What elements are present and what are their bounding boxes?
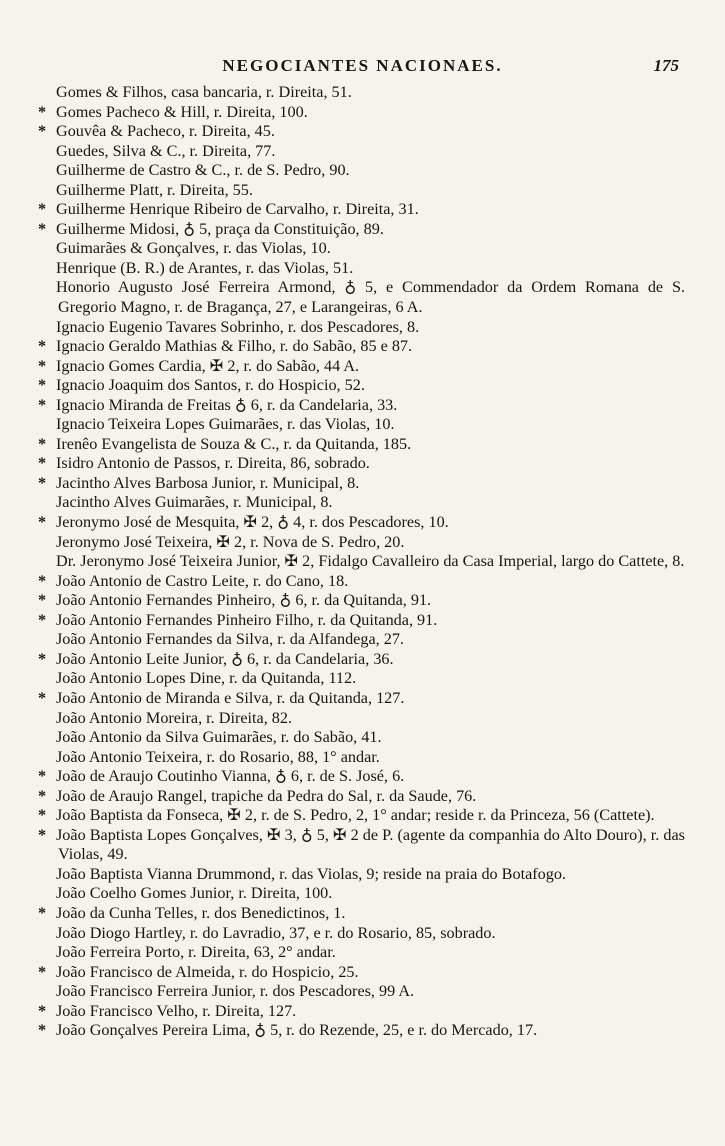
entry-text: Jeronymo José Teixeira, ✠ 2, r. Nova de S. Pedro, 20. bbox=[56, 532, 405, 551]
list-item bbox=[38, 748, 685, 768]
entry-marker: * bbox=[38, 200, 47, 219]
entry-text: João Antonio Lopes Dine, r. da Quitanda, 112. bbox=[56, 669, 357, 688]
entry-text: Irenêo Evangelista de Souza & C., r. da Quitanda, 185. bbox=[56, 434, 412, 453]
list-item bbox=[38, 552, 685, 572]
entry-marker: * bbox=[38, 649, 47, 668]
list-item bbox=[38, 220, 685, 240]
entry-marker: * bbox=[38, 337, 47, 356]
entry-text: João Baptista Vianna Drummond, r. das Violas, 9; reside na praia do Botafogo. bbox=[56, 864, 566, 883]
list-item bbox=[38, 728, 685, 748]
list-item bbox=[38, 278, 685, 317]
list-item bbox=[38, 669, 685, 689]
entry-text: Guilherme de Castro & C., r. de S. Pedro, 90. bbox=[56, 161, 350, 180]
entry-text: Dr. Jeronymo José Teixeira Junior, ✠ 2, Fidalgo Cavalleiro da Casa Imperial, largo do Cattete, 8. bbox=[56, 552, 685, 571]
entry-text: Isidro Antonio de Passos, r. Direita, 86, sobrado. bbox=[56, 454, 370, 473]
list-item bbox=[38, 924, 685, 944]
entry-marker: * bbox=[38, 767, 47, 786]
entry-text: João Gonçalves Pereira Lima, ♁ 5, r. do Rezende, 25, e r. do Mercado, 17. bbox=[56, 1021, 538, 1040]
list-item bbox=[38, 572, 685, 592]
entry-text: Jacintho Alves Guimarães, r. Municipal, 8. bbox=[56, 493, 333, 512]
entry-marker: * bbox=[38, 122, 47, 141]
entry-text: João de Araujo Rangel, trapiche da Pedra do Sal, r. da Saude, 76. bbox=[56, 786, 477, 805]
list-item bbox=[38, 689, 685, 709]
entry-text: João Antonio Moreira, r. Direita, 82. bbox=[56, 708, 293, 727]
page-header bbox=[40, 56, 685, 82]
entry-text: João Antonio de Castro Leite, r. do Cano, 18. bbox=[56, 571, 349, 590]
list-item bbox=[38, 259, 685, 279]
list-item bbox=[38, 435, 685, 455]
entry-text: João Antonio Fernandes da Silva, r. da Alfandega, 27. bbox=[56, 630, 404, 649]
list-item bbox=[38, 415, 685, 435]
entry-text: João da Cunha Telles, r. dos Benedictinos, 1. bbox=[56, 903, 346, 922]
entry-marker: * bbox=[38, 610, 47, 629]
entry-text: Jeronymo José de Mesquita, ✠ 2, ♁ 4, r. dos Pescadores, 10. bbox=[56, 513, 449, 532]
entry-text: João Baptista Lopes Gonçalves, ✠ 3, ♁ 5, ✠ 2 de P. (agente da companhia do Alto Douro), r. das Violas, 49. bbox=[56, 825, 685, 864]
entry-text: Guilherme Henrique Ribeiro de Carvalho, r. Direita, 31. bbox=[56, 200, 419, 219]
entry-marker: * bbox=[38, 591, 47, 610]
entry-text: João Baptista da Fonseca, ✠ 2, r. de S. Pedro, 2, 1° andar; reside r. da Princeza, 56 (Cattete). bbox=[56, 806, 655, 825]
entry-marker: * bbox=[38, 806, 47, 825]
entry-marker: * bbox=[38, 688, 47, 707]
entry-text: Honorio Augusto José Ferreira Armond, ♁ 5, e Commendador da Ordem Romana de S. Gregorio Magno, r. de Bragança, 27, e Larangeiras, 6 A. bbox=[56, 278, 685, 317]
list-item bbox=[38, 376, 685, 396]
entry-marker: * bbox=[38, 102, 47, 121]
list-item bbox=[38, 943, 685, 963]
entry-text: Guimarães & Gonçalves, r. das Violas, 10. bbox=[56, 239, 331, 258]
list-item bbox=[38, 122, 685, 142]
list-item bbox=[38, 474, 685, 494]
list-item bbox=[38, 709, 685, 729]
page-number: 175 bbox=[653, 56, 679, 75]
entry-text: Ignacio Teixeira Lopes Guimarães, r. das Violas, 10. bbox=[56, 415, 395, 434]
entry-marker: * bbox=[38, 571, 47, 590]
entry-text: João Diogo Hartley, r. do Lavradio, 37, e r. do Rosario, 85, sobrado. bbox=[56, 923, 496, 942]
entry-marker: * bbox=[38, 395, 47, 414]
list-item bbox=[38, 1021, 685, 1041]
entry-text: Ignacio Eugenio Tavares Sobrinho, r. dos Pescadores, 8. bbox=[56, 317, 420, 336]
list-item bbox=[38, 513, 685, 533]
entry-marker: * bbox=[38, 825, 47, 844]
list-item bbox=[38, 142, 685, 162]
entry-text: Guilherme Platt, r. Direita, 55. bbox=[56, 180, 253, 199]
list-item bbox=[38, 239, 685, 259]
entry-text: Ignacio Miranda de Freitas ♁ 6, r. da Candelaria, 33. bbox=[56, 395, 398, 414]
list-item bbox=[38, 767, 685, 787]
entry-text: João Francisco Ferreira Junior, r. dos Pescadores, 99 A. bbox=[56, 982, 415, 1001]
list-item bbox=[38, 161, 685, 181]
entry-text: João Antonio Teixeira, r. do Rosario, 88, 1° andar. bbox=[56, 747, 380, 766]
entry-marker: * bbox=[38, 1021, 47, 1040]
entry-text: Ignacio Joaquim dos Santos, r. do Hospicio, 52. bbox=[56, 376, 365, 395]
list-item bbox=[38, 83, 685, 103]
entry-marker: * bbox=[38, 786, 47, 805]
list-item bbox=[38, 533, 685, 553]
list-item bbox=[38, 103, 685, 123]
entry-marker: * bbox=[38, 454, 47, 473]
entry-text: João Antonio de Miranda e Silva, r. da Quitanda, 127. bbox=[56, 688, 405, 707]
list-item bbox=[38, 454, 685, 474]
entry-text: Jacintho Alves Barbosa Junior, r. Municipal, 8. bbox=[56, 473, 360, 492]
merchant-list bbox=[38, 83, 685, 1041]
entry-text: Gomes Pacheco & Hill, r. Direita, 100. bbox=[56, 102, 308, 121]
list-item bbox=[38, 787, 685, 807]
entry-text: João de Araujo Coutinho Vianna, ♁ 6, r. de S. José, 6. bbox=[56, 767, 405, 786]
list-item bbox=[38, 806, 685, 826]
entry-marker: * bbox=[38, 473, 47, 492]
list-item bbox=[38, 200, 685, 220]
entry-text: Ignacio Gomes Cardia, ✠ 2, r. do Sabão, 44 A. bbox=[56, 356, 360, 375]
list-item bbox=[38, 884, 685, 904]
list-item bbox=[38, 904, 685, 924]
list-item bbox=[38, 396, 685, 416]
entry-marker: * bbox=[38, 219, 47, 238]
entry-text: João Francisco de Almeida, r. do Hospicio, 25. bbox=[56, 962, 359, 981]
list-item bbox=[38, 181, 685, 201]
list-item bbox=[38, 963, 685, 983]
list-item bbox=[38, 493, 685, 513]
entry-marker: * bbox=[38, 962, 47, 981]
list-item bbox=[38, 318, 685, 338]
entry-text: Henrique (B. R.) de Arantes, r. das Violas, 51. bbox=[56, 258, 354, 277]
entry-text: João Ferreira Porto, r. Direita, 63, 2° andar. bbox=[56, 943, 336, 962]
entry-marker: * bbox=[38, 356, 47, 375]
list-item bbox=[38, 826, 685, 865]
entry-text: João Antonio Fernandes Pinheiro Filho, r. da Quitanda, 91. bbox=[56, 610, 438, 629]
list-item bbox=[38, 982, 685, 1002]
list-item bbox=[38, 865, 685, 885]
list-item bbox=[38, 1002, 685, 1022]
entry-marker: * bbox=[38, 903, 47, 922]
entry-text: Ignacio Geraldo Mathias & Filho, r. do Sabão, 85 e 87. bbox=[56, 337, 413, 356]
entry-text: Gomes & Filhos, casa bancaria, r. Direita, 51. bbox=[56, 83, 352, 101]
entry-marker: * bbox=[38, 434, 47, 453]
entry-text: Guedes, Silva & C., r. Direita, 77. bbox=[56, 141, 276, 160]
entry-marker: * bbox=[38, 376, 47, 395]
entry-text: João Antonio da Silva Guimarães, r. do Sabão, 41. bbox=[56, 728, 382, 747]
list-item bbox=[38, 357, 685, 377]
entry-text: João Francisco Velho, r. Direita, 127. bbox=[56, 1001, 297, 1020]
list-item bbox=[38, 611, 685, 631]
list-item bbox=[38, 630, 685, 650]
entry-text: João Antonio Leite Junior, ♁ 6, r. da Candelaria, 36. bbox=[56, 649, 394, 668]
entry-text: João Antonio Fernandes Pinheiro, ♁ 6, r. da Quitanda, 91. bbox=[56, 591, 432, 610]
page-title: NEGOCIANTES NACIONAES. bbox=[222, 56, 503, 75]
list-item bbox=[38, 650, 685, 670]
entry-text: Guilherme Midosi, ♁ 5, praça da Constituição, 89. bbox=[56, 219, 384, 238]
entry-text: Gouvêa & Pacheco, r. Direita, 45. bbox=[56, 122, 275, 141]
entry-marker: * bbox=[38, 1001, 47, 1020]
list-item bbox=[38, 591, 685, 611]
entry-marker: * bbox=[38, 513, 47, 532]
list-item bbox=[38, 337, 685, 357]
entry-text: João Coelho Gomes Junior, r. Direita, 100. bbox=[56, 884, 333, 903]
